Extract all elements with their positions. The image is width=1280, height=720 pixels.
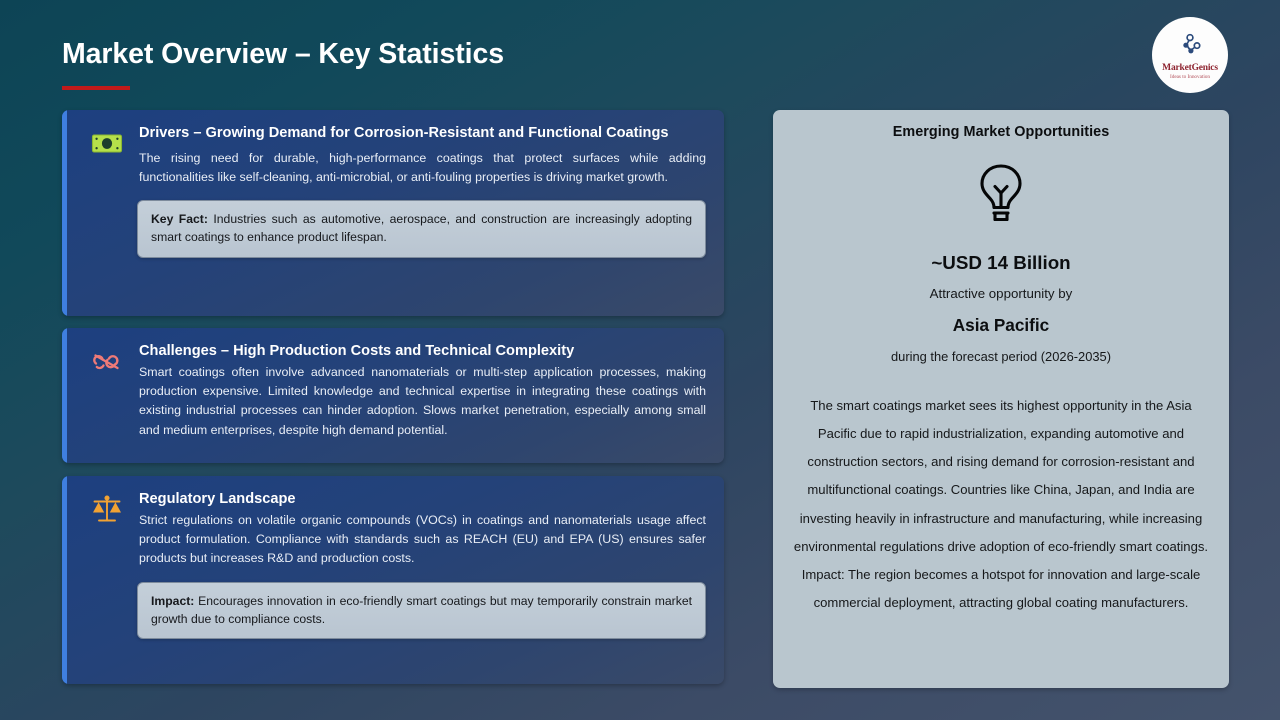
page-title: Market Overview – Key Statistics xyxy=(62,38,504,70)
card-drivers[interactable] xyxy=(62,110,724,316)
opportunity-value: ~USD 14 Billion xyxy=(931,252,1071,273)
callout-label: Impact: xyxy=(151,593,195,608)
balance-scales-icon xyxy=(88,493,126,531)
broken-link-icon xyxy=(88,345,126,383)
panel-title: Emerging Market Opportunities xyxy=(892,124,1110,140)
forecast-period: during the forecast period (2026-2035) xyxy=(891,349,1111,364)
callout-text: Encourages innovation in eco-friendly smart coatings but may temporarily constrain market growth due to compliance costs. xyxy=(151,593,692,626)
opportunity-subtitle: Attractive opportunity by xyxy=(929,286,1073,301)
card-challenges[interactable] xyxy=(62,328,724,463)
molecule-network-icon xyxy=(1177,33,1203,62)
card-body: Smart coatings often involve advanced nanomaterials or multi-step application processes, making production expensive. Limited knowledge and technical expertise in integrating these coatings with existing industrial processes can hinder adoption. Slows market penetration, especially among small and medium enterprises, despite high demand potential. xyxy=(139,364,706,437)
title-underline-rule xyxy=(62,86,130,90)
key-fact-callout xyxy=(137,200,706,257)
banknote-icon xyxy=(88,127,126,165)
impact-callout xyxy=(137,582,706,639)
brand-logo xyxy=(1152,17,1228,93)
logo-tagline: Ideas to Innovation xyxy=(1170,73,1210,80)
callout-label: Key Fact: xyxy=(151,212,208,227)
card-body: The rising need for durable, high-performance coatings that protect surfaces while adding functionalities like self-cleaning, anti-microbial, or anti-fouling properties is driving market growth. xyxy=(139,150,706,184)
opportunity-description: The smart coatings market sees its highest opportunity in the Asia Pacific due to rapid industrialization, expanding automotive and construction sectors, and rising demand for corrosion-resistant and multifunctional coatings. Countries like China, Japan, and India are investing heavily in infrastructure and manufacturing, while increasing environmental regulations drive adoption of eco-friendly smart coatings. Impact: The region becomes a hotspot for innovation and large-scale commercial deployment, attracting global coating manufacturers. xyxy=(793,398,1209,610)
emerging-market-opportunities-panel xyxy=(773,110,1229,688)
lightbulb-icon xyxy=(789,162,1213,224)
card-body: Strict regulations on volatile organic compounds (VOCs) in coatings and nanomaterials usage affect product formulation. Compliance with standards such as REACH (EU) and EPA (US) ensures safer products but increases R&D and production costs. xyxy=(139,512,706,566)
card-title: Drivers – Growing Demand for Corrosion-Resistant and Functional Coatings xyxy=(139,125,669,141)
card-title: Challenges – High Production Costs and Technical Complexity xyxy=(139,343,575,359)
card-title: Regulatory Landscape xyxy=(139,491,296,507)
opportunity-region: Asia Pacific xyxy=(952,315,1050,335)
logo-name: MarketGenics xyxy=(1162,62,1218,73)
card-regulatory[interactable] xyxy=(62,476,724,684)
callout-text: Industries such as automotive, aerospace, and construction are increasingly adopting smart coatings to enhance product lifespan. xyxy=(151,212,692,245)
key-statistics-card-list xyxy=(62,110,724,696)
